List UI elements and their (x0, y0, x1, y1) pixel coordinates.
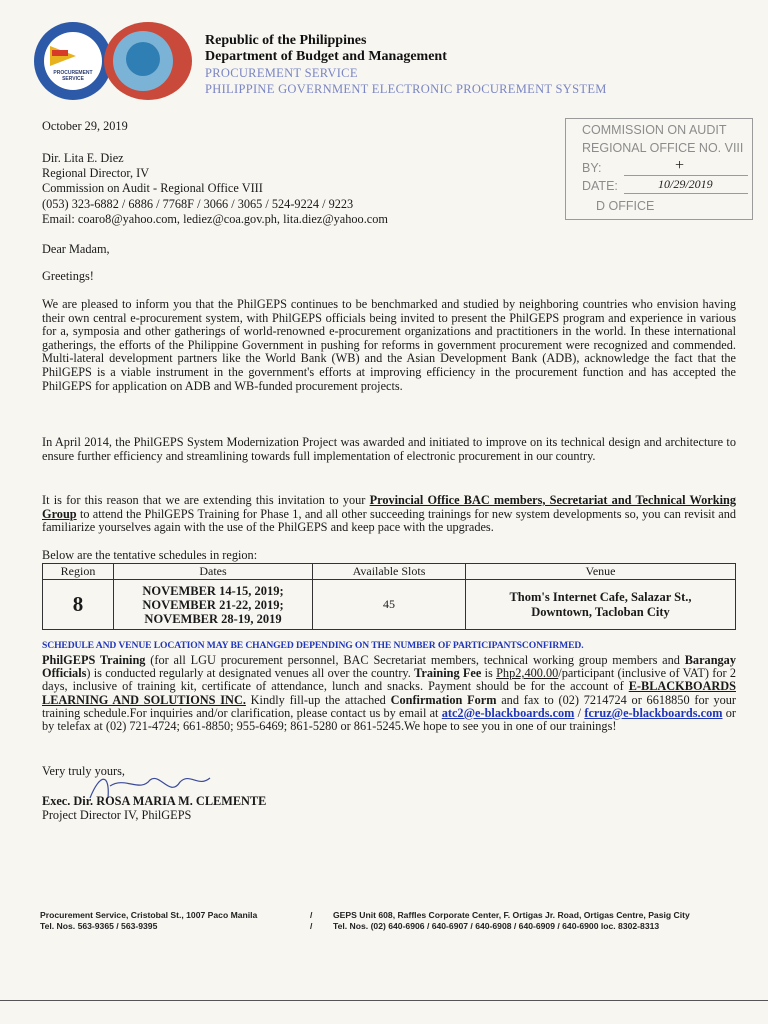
cell-venue: Thom's Internet Cafe, Salazar St., Downtown, Tacloban City (466, 580, 736, 630)
email-link-atc2[interactable]: atc2@e-blackboards.com (441, 705, 575, 720)
stamp-initial: + (674, 157, 685, 174)
footer-separator: / / (310, 910, 313, 931)
payee-account: E-BLACKBOARDS LEARNING AND SOLUTIONS INC. (42, 679, 736, 707)
recipient-block (42, 151, 388, 227)
recipient-office: Commission on Audit - Regional Office VIII (42, 181, 263, 196)
letter-date: October 29, 2019 (42, 119, 128, 133)
stamp-date-label: DATE: (582, 179, 618, 193)
training-fee: Php2,400.00 (496, 666, 559, 681)
stamp-by-label: BY: (582, 161, 602, 175)
recipient-phone: (053) 323-6882 / 6886 / 7768F / 3066 / 3065 / 524-9224 / 9223 (42, 196, 354, 211)
signatory-name: Exec. Dir. ROSA MARIA M. CLEMENTE (42, 794, 267, 808)
greeting: Greetings! (42, 269, 94, 283)
closing: Very truly yours, (42, 764, 125, 778)
signatory-title: Project Director IV, PhilGEPS (42, 807, 192, 822)
header-slots: Available Slots (313, 564, 466, 580)
recipient-name: Dir. Lita E. Diez (42, 151, 124, 165)
paragraph-benchmark: We are pleased to inform you that the PhilGEPS continues to be benchmarked and studied by neighboring countries who envision having their own central e-procurement system, with PhilGEPS officials being invited to present the PhilGEPS program and experience in various for a, symposia and other gatherings of world-renowned e-procurement organizations and practitioners in the world. In these international gatherings, the efforts of the Philippine Government in pushing for reforms in government procurement were recognized and commended. Multi-lateral development partners like the World Bank (WB) and the Asian Development Bank (ADB), acknowledge the fact that the PhilGEPS is a viable instrument in the government's efforts at improving efficiency in the procurement function and has accepted the PhilGEPS for application on ADB and WB-funded procurement projects. (42, 297, 736, 393)
letterhead (205, 33, 607, 97)
stamp-title: COMMISSION ON AUDIT (582, 123, 727, 137)
stamp-footer: D OFFICE (596, 199, 655, 213)
header-region: Region (43, 564, 114, 580)
salutation: Dear Madam, (42, 242, 110, 256)
recipient-title: Regional Director, IV (42, 166, 150, 181)
header-dates: Dates (114, 564, 313, 580)
signatory-block (42, 795, 266, 822)
table-header-row (43, 564, 736, 580)
cell-dates: NOVEMBER 14-15, 2019; NOVEMBER 21-22, 2019; NOVEMBER 28-19, 2019 (114, 580, 313, 630)
invitee-group: Provincial Office BAC members, Secretariat and Technical Working Group (42, 493, 736, 521)
letterhead-department: Department of Budget and Management (205, 49, 447, 64)
schedule-table (42, 563, 736, 630)
logo-text: PROCUREMENT SERVICE (53, 70, 93, 82)
email-link-fcruz[interactable]: fcruz@e-blackboards.com (584, 705, 723, 720)
received-stamp (565, 118, 753, 220)
cell-slots: 45 (313, 580, 466, 630)
footer-rule (0, 1000, 768, 1001)
recipient-email: Email: coaro8@yahoo.com, lediez@coa.gov.ph, lita.diez@yahoo.com (42, 211, 388, 226)
paragraph-invitation: It is for this reason that we are extending this invitation to your Provincial Office BAC members, Secretariat and Technical Working Group to attend the PhilGEPS Training for Phase 1, and all other succeeding trainings for new system developments so, you can revisit and familiarize yourselves again with the use of the PhilGEPS and keep pace with the upgrades. (42, 493, 736, 535)
letterhead-service: PROCUREMENT SERVICE (205, 66, 358, 80)
schedule-notice: SCHEDULE AND VENUE LOCATION MAY BE CHANGED DEPENDING ON THE NUMBER OF PARTICIPANTSCONFIRMED. (42, 640, 584, 651)
paragraph-modernization: In April 2014, the PhilGEPS System Modernization Project was awarded and initiated to improve on its technical design and architecture to ensure further efficiency and streamlining towards full implementation of electronic procurement in our country. (42, 435, 736, 463)
globe-icon (126, 42, 160, 76)
stamp-date-value: 10/29/2019 (658, 177, 713, 191)
footer-right: GEPS Unit 608, Raffles Corporate Center, F. Ortigas Jr. Road, Ortigas Centre, Pasig City Tel. Nos. (02) 640-6906 / 640-6907 / 640-6908 / 640-6909 / 640-6900 loc. 8302-8313 (333, 910, 690, 931)
philgeps-logo (104, 22, 192, 100)
stamp-subtitle: REGIONAL OFFICE NO. VIII (582, 141, 744, 155)
cell-region: 8 (43, 580, 114, 630)
table-row (43, 580, 736, 630)
schedule-intro: Below are the tentative schedules in region: (42, 548, 258, 562)
letterhead-system: PHILIPPINE GOVERNMENT ELECTRONIC PROCUREMENT SYSTEM (205, 82, 607, 96)
procurement-service-logo (34, 22, 112, 100)
arrow-icon (50, 46, 76, 66)
footer-left: Procurement Service, Cristobal St., 1007 Paco Manila Tel. Nos. 563-9365 / 563-9395 (40, 910, 258, 931)
letterhead-country: Republic of the Philippines (205, 33, 367, 48)
paragraph-training: PhilGEPS Training (for all LGU procurement personnel, BAC Secretariat members, technical working group members and Barangay Officials) is conducted regularly at designated venues all over the country. Training Fee is Php2,400.00/participant (inclusive of VAT) for 2 days, inclusive of training kit, certificate of attendance, lunch and snacks. Payment should be for the account of E-BLACKBOARDS LEARNING AND SOLUTIONS INC. Kindly fill-up the attached Confirmation Form and fax to (02) 7214724 or 6618850 for your training schedule.For inquiries and/or clarification, please contact us by email at atc2@e-blackboards.com / fcruz@e-blackboards.com or by telefax at (02) 721-4724; 661-8850; 955-6469; 861-5280 or 861-5245.We hope to see you in one of our trainings! (42, 653, 736, 734)
header-venue: Venue (466, 564, 736, 580)
